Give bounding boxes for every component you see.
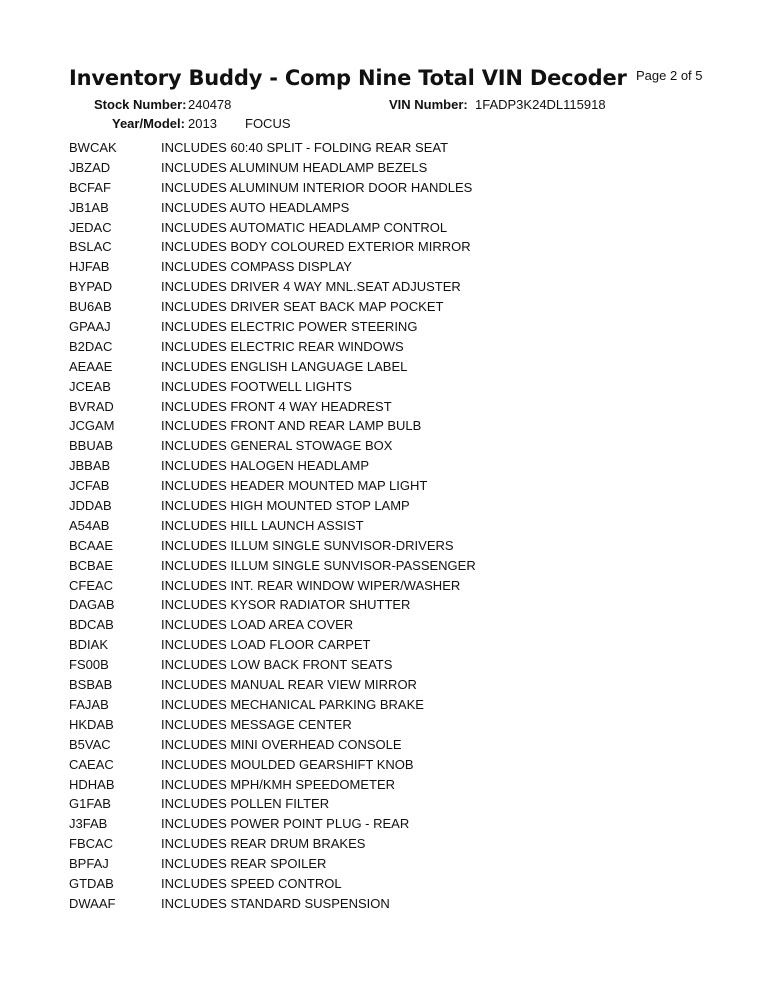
option-description: INCLUDES LOW BACK FRONT SEATS	[161, 657, 393, 673]
list-item	[69, 178, 749, 198]
option-code: BCAAE	[69, 537, 114, 553]
option-description: INCLUDES DRIVER SEAT BACK MAP POCKET	[161, 299, 444, 315]
option-code: FS00B	[69, 657, 109, 673]
list-item	[69, 576, 749, 596]
list-item	[69, 655, 749, 675]
list-item	[69, 556, 749, 576]
list-item	[69, 695, 749, 715]
list-item	[69, 357, 749, 377]
option-code: A54AB	[69, 517, 110, 533]
list-item	[69, 874, 749, 894]
list-item	[69, 317, 749, 337]
option-code: BVRAD	[69, 398, 114, 414]
list-item	[69, 138, 749, 158]
option-description: INCLUDES MESSAGE CENTER	[161, 716, 352, 732]
option-description: INCLUDES FRONT 4 WAY HEADREST	[161, 398, 392, 414]
vin-number-label: VIN Number:	[389, 97, 468, 112]
list-item	[69, 476, 749, 496]
option-code: JCEAB	[69, 378, 111, 394]
option-description: INCLUDES HILL LAUNCH ASSIST	[161, 517, 364, 533]
list-item	[69, 158, 749, 178]
option-code: B2DAC	[69, 338, 113, 354]
list-item	[69, 595, 749, 615]
list-item	[69, 854, 749, 874]
list-item	[69, 277, 749, 297]
option-code: DWAAF	[69, 895, 116, 911]
list-item	[69, 635, 749, 655]
option-code: BBUAB	[69, 438, 114, 454]
option-code: JCFAB	[69, 478, 110, 494]
option-code: BDIAK	[69, 637, 109, 653]
option-code: JB1AB	[69, 199, 109, 215]
option-description: INCLUDES POWER POINT PLUG - REAR	[161, 816, 410, 832]
stock-number-label: Stock Number:	[94, 97, 187, 112]
option-description: INCLUDES MPH/KMH SPEEDOMETER	[161, 776, 396, 792]
option-description: INCLUDES INT. REAR WINDOW WIPER/WASHER	[161, 577, 461, 593]
list-item	[69, 536, 749, 556]
option-description: INCLUDES BODY COLOURED EXTERIOR MIRROR	[161, 239, 471, 255]
option-description: INCLUDES MINI OVERHEAD CONSOLE	[161, 736, 402, 752]
option-code: HDHAB	[69, 776, 115, 792]
year-model-label: Year/Model:	[112, 116, 185, 131]
option-code: JBZAD	[69, 159, 111, 175]
document-title: Inventory Buddy - Comp Nine Total VIN Decoder	[69, 66, 627, 90]
list-item	[69, 834, 749, 854]
list-item	[69, 436, 749, 456]
option-description: INCLUDES ELECTRIC POWER STEERING	[161, 319, 418, 335]
option-code: BPFAJ	[69, 856, 109, 872]
option-code: G1FAB	[69, 796, 111, 812]
option-description: INCLUDES REAR SPOILER	[161, 856, 327, 872]
option-description: INCLUDES GENERAL STOWAGE BOX	[161, 438, 393, 454]
option-description: INCLUDES ELECTRIC REAR WINDOWS	[161, 338, 404, 354]
stock-number-value: 240478	[188, 97, 232, 112]
option-description: INCLUDES KYSOR RADIATOR SHUTTER	[161, 597, 411, 613]
option-code: JEDAC	[69, 219, 112, 235]
option-code: GPAAJ	[69, 319, 111, 335]
option-code: CAEAC	[69, 756, 114, 772]
option-code: BDCAB	[69, 617, 114, 633]
list-item	[69, 416, 749, 436]
option-code: HKDAB	[69, 716, 114, 732]
vin-number-value: 1FADP3K24DL115918	[475, 97, 606, 112]
option-description: INCLUDES COMPASS DISPLAY	[161, 259, 352, 275]
list-item	[69, 337, 749, 357]
list-item	[69, 257, 749, 277]
option-description: INCLUDES ALUMINUM INTERIOR DOOR HANDLES	[161, 179, 473, 195]
list-item	[69, 675, 749, 695]
option-description: INCLUDES HALOGEN HEADLAMP	[161, 458, 370, 474]
list-item	[69, 814, 749, 834]
option-description: INCLUDES FRONT AND REAR LAMP BULB	[161, 418, 422, 434]
option-code: B5VAC	[69, 736, 111, 752]
option-code: FAJAB	[69, 696, 109, 712]
option-code: AEAAE	[69, 358, 113, 374]
list-item	[69, 794, 749, 814]
option-code: J3FAB	[69, 816, 108, 832]
option-code: BU6AB	[69, 299, 112, 315]
option-code: HJFAB	[69, 259, 110, 275]
option-description: INCLUDES AUTO HEADLAMPS	[161, 199, 350, 215]
list-item	[69, 218, 749, 238]
option-description: INCLUDES ILLUM SINGLE SUNVISOR-PASSENGER	[161, 557, 476, 573]
list-item	[69, 237, 749, 257]
option-description: INCLUDES MANUAL REAR VIEW MIRROR	[161, 677, 417, 693]
option-code: BCBAE	[69, 557, 114, 573]
option-description: INCLUDES POLLEN FILTER	[161, 796, 330, 812]
model-name: FOCUS	[245, 116, 291, 131]
model-year: 2013	[188, 116, 217, 131]
option-description: INCLUDES AUTOMATIC HEADLAMP CONTROL	[161, 219, 448, 235]
option-code: BWCAK	[69, 140, 117, 155]
list-item	[69, 735, 749, 755]
page-number: Page 2 of 5	[636, 68, 703, 83]
option-code: JDDAB	[69, 498, 112, 514]
option-code: BSLAC	[69, 239, 112, 255]
option-description: INCLUDES 60:40 SPLIT - FOLDING REAR SEAT	[161, 140, 449, 155]
option-code-list	[69, 138, 749, 914]
list-item	[69, 516, 749, 536]
list-item	[69, 198, 749, 218]
option-code: BYPAD	[69, 279, 113, 295]
option-description: INCLUDES HIGH MOUNTED STOP LAMP	[161, 498, 410, 514]
list-item	[69, 615, 749, 635]
option-description: INCLUDES LOAD AREA COVER	[161, 617, 354, 633]
list-item	[69, 456, 749, 476]
list-item	[69, 397, 749, 417]
option-description: INCLUDES SPEED CONTROL	[161, 875, 342, 891]
option-code: FBCAC	[69, 836, 114, 852]
option-code: JCGAM	[69, 418, 115, 434]
option-description: INCLUDES HEADER MOUNTED MAP LIGHT	[161, 478, 428, 494]
option-code: BCFAF	[69, 179, 111, 195]
list-item	[69, 377, 749, 397]
option-description: INCLUDES ENGLISH LANGUAGE LABEL	[161, 358, 408, 374]
option-description: INCLUDES ALUMINUM HEADLAMP BEZELS	[161, 159, 428, 175]
list-item	[69, 894, 749, 914]
option-code: DAGAB	[69, 597, 115, 613]
option-description: INCLUDES MECHANICAL PARKING BRAKE	[161, 696, 424, 712]
list-item	[69, 775, 749, 795]
list-item	[69, 715, 749, 735]
list-item	[69, 297, 749, 317]
option-description: INCLUDES FOOTWELL LIGHTS	[161, 378, 352, 394]
option-description: INCLUDES REAR DRUM BRAKES	[161, 836, 366, 852]
option-code: CFEAC	[69, 577, 114, 593]
option-code: BSBAB	[69, 677, 113, 693]
option-description: INCLUDES DRIVER 4 WAY MNL.SEAT ADJUSTER	[161, 279, 461, 295]
option-description: INCLUDES MOULDED GEARSHIFT KNOB	[161, 756, 414, 772]
list-item	[69, 755, 749, 775]
option-description: INCLUDES LOAD FLOOR CARPET	[161, 637, 371, 653]
option-code: GTDAB	[69, 875, 114, 891]
option-description: INCLUDES ILLUM SINGLE SUNVISOR-DRIVERS	[161, 537, 454, 553]
option-description: INCLUDES STANDARD SUSPENSION	[161, 895, 390, 911]
list-item	[69, 496, 749, 516]
option-code: JBBAB	[69, 458, 111, 474]
